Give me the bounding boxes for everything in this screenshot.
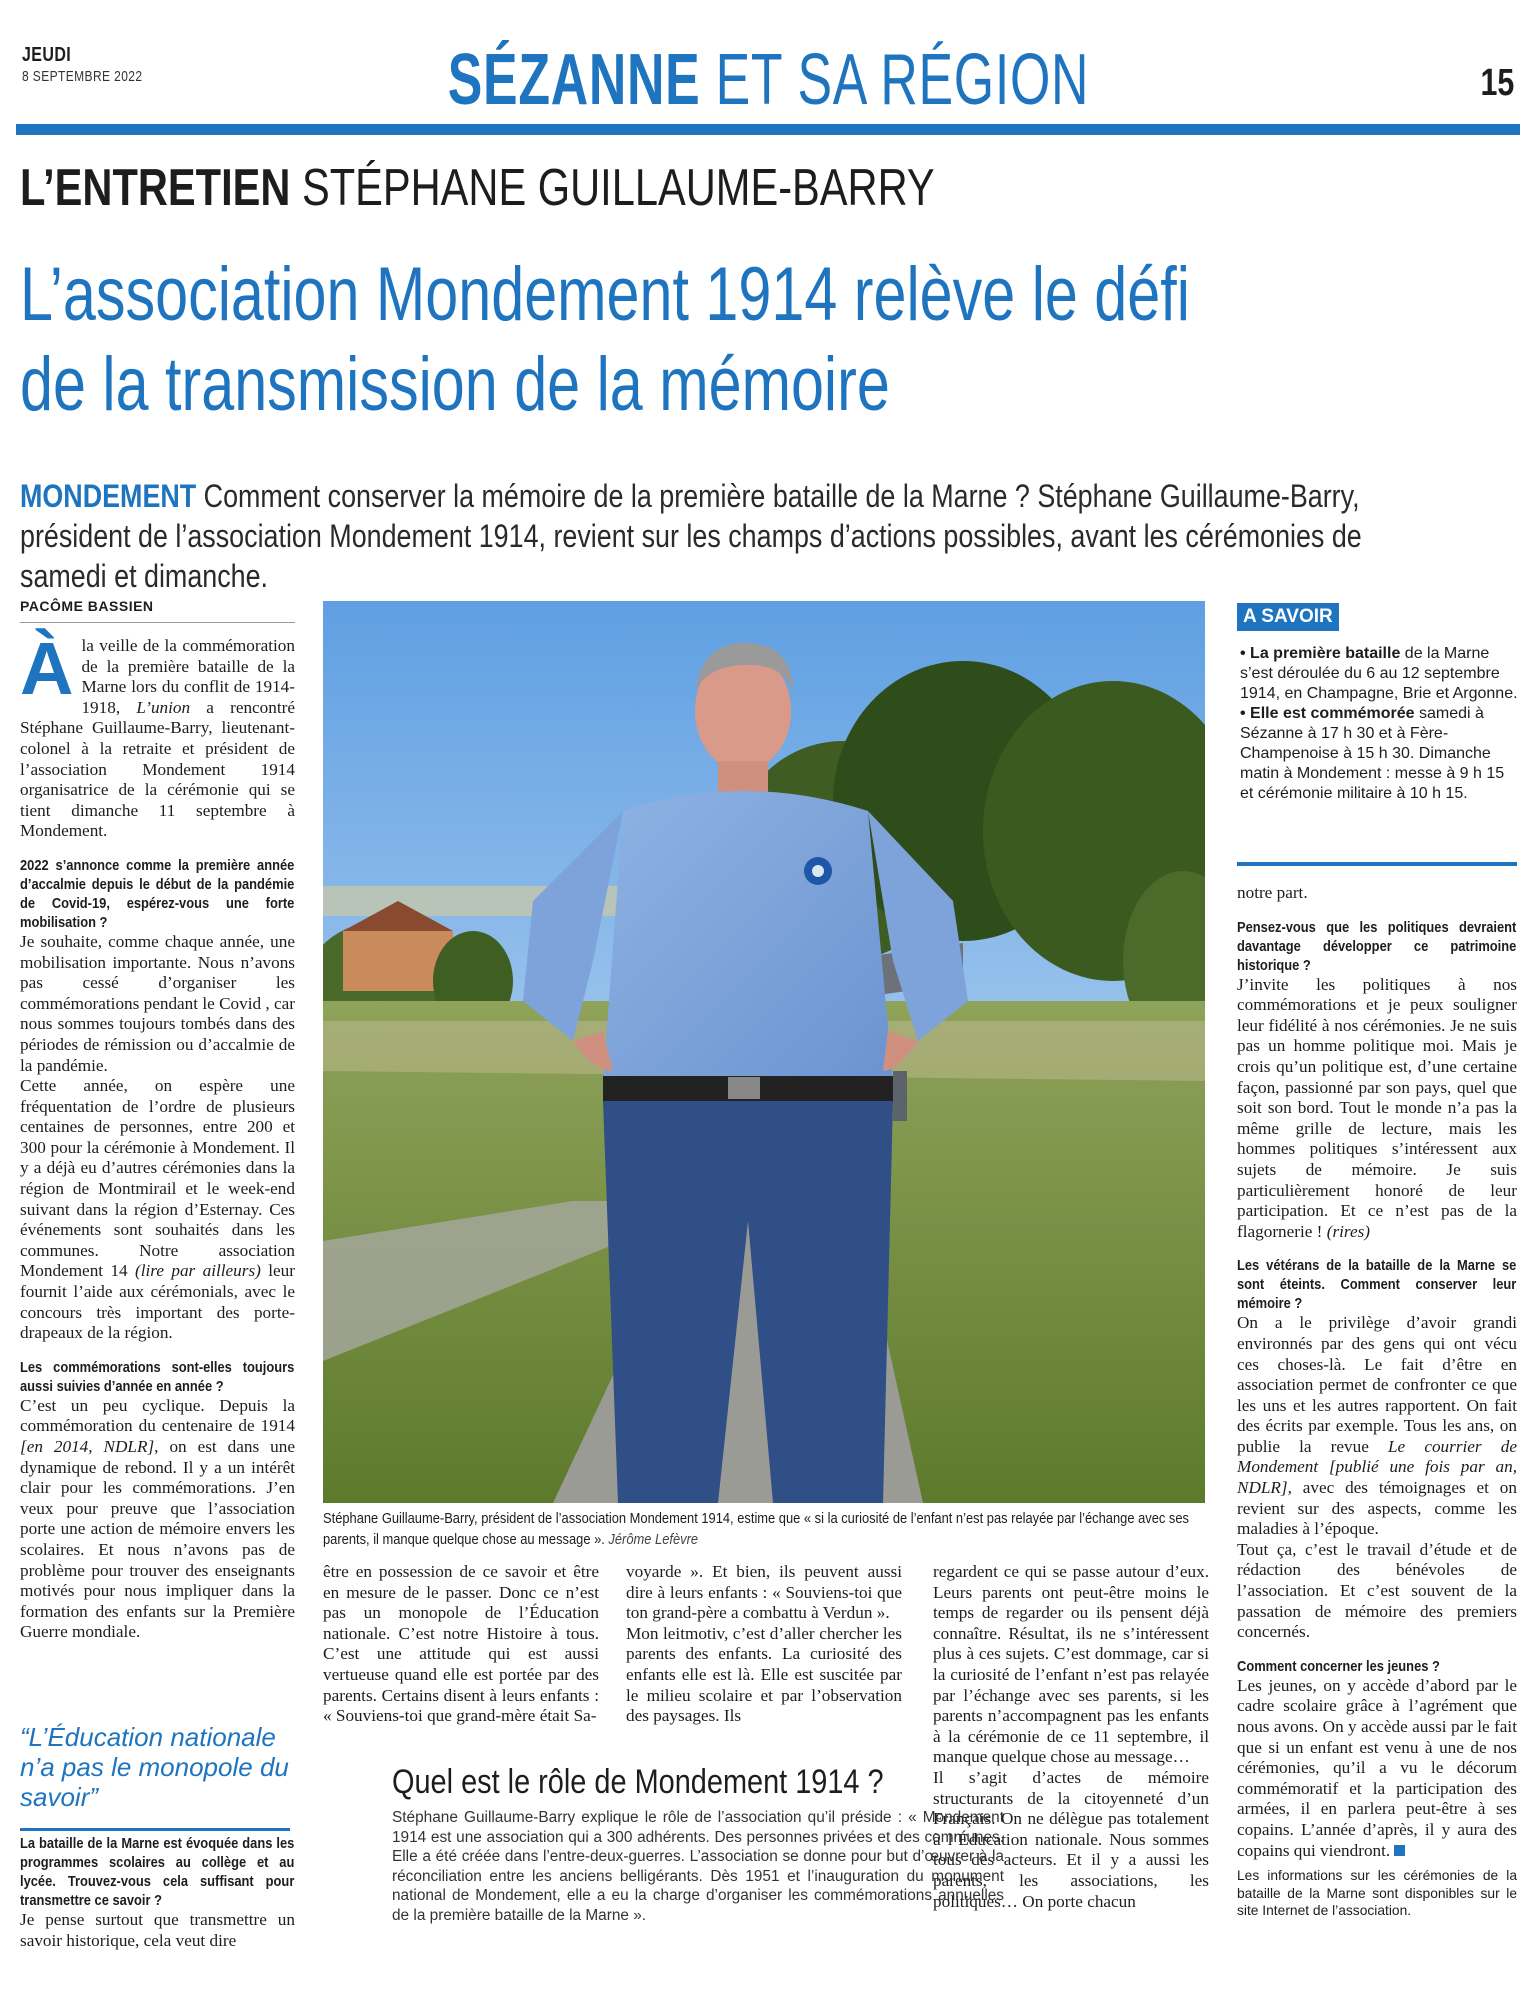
answer-2-em: [en 2014, NDLR] bbox=[20, 1437, 155, 1456]
photo-caption bbox=[323, 1508, 1192, 1550]
caption-text: Stéphane Guillaume-Barry, président de l’association Mondement 1914, estime que « si la curiosité de l’enfant n’est pas relayée par l’échange avec ses parents, il manque quelque chose au message ». bbox=[323, 1510, 1189, 1548]
answer-4-em: (rires) bbox=[1326, 1221, 1370, 1241]
pull-quote: “L’Éducation nationale n’a pas le monopole du savoir” bbox=[20, 1722, 289, 1812]
answer-5-end: , avec des témoignages et on revient sur des aspects, comme les maladies à l’époque. bbox=[1237, 1478, 1517, 1539]
headline bbox=[20, 250, 1424, 430]
end-mark-icon bbox=[1394, 1845, 1405, 1856]
answer-5 bbox=[1237, 1313, 1517, 1540]
kicker-name: STÉPHANE GUILLAUME-BARRY bbox=[301, 159, 935, 217]
article-column-1-end bbox=[20, 1834, 295, 1951]
answer-2-end: , on est dans une dynamique de rebond. Il y a un intérêt clair pour les commémorations. J’en veux pour preuve que l’association porte une action de mémoire envers les scolaires. Et nous n’avons pas de problème pour trouver des enseignants motivés pour nous impliquer dans la formation des enfants sur la Première Guerre mondiale. bbox=[20, 1437, 295, 1642]
box-text: Stéphane Guillaume-Barry explique le rôle de l’association qu’il préside : « Mondement 1914 est une association qui a 300 adhérents. Des personnes privées et des communes. Elle a été créée dans l’entre-deux-guerres. L’association se donne pour but d’œuvrer à la réconciliation entre les anciens belligérants. Dès 1951 et l’inauguration du monument national de Mondement, elle a eu la charge d’organiser les commémorations annuelles de la première bataille de la Marne ». bbox=[392, 1809, 1004, 1924]
kicker-label: L’ENTRETIEN bbox=[20, 159, 291, 217]
answer-4 bbox=[1237, 975, 1517, 1243]
answer-1a: Je souhaite, comme chaque année, une mobilisation importante. Nous n’avons pas cessé d’organiser les commémorations pendant le Covid , car nous sommes toujours tombés dans des périodes de rémission ou d’accalmie de la pandémie. bbox=[20, 931, 295, 1075]
byline: PACÔME BASSIEN bbox=[20, 598, 154, 614]
answer-1b-text: Cette année, on espère une fréquentation de l’ordre de plusieurs centaines de personnes, entre 200 et 300 pour la cérémonie à Mondement. Il y a déjà eu d’autres cérémonies dans la région de Montmirail et le week-end suivant dans la région d’Esternay. Ces événements sont souhaités dans les communes. Notre association Mondement 14 bbox=[20, 1076, 295, 1281]
answer-6 bbox=[1237, 1676, 1517, 1861]
headline-line1: L’association Mondement 1914 relève le défi bbox=[20, 252, 1190, 337]
answer-1b-em: (lire par ailleurs) bbox=[135, 1261, 261, 1281]
question-1: 2022 s’annonce comme la première année d’accalmie depuis le début de la pandémie de Covid-19, espérez-vous une forte mobilisation ? bbox=[20, 856, 295, 931]
answer-5b: Tout ça, c’est le travail d’étude et de rédaction des bénévoles de l’association. Et c’est souvent de la passation de mémoire des premiers concernés. bbox=[1237, 1539, 1517, 1642]
section-title-rest: ET SA RÉGION bbox=[700, 40, 1089, 120]
answer-2 bbox=[20, 1396, 295, 1643]
answer-1b-end: leur fournit l’aide aux cérémonials, avec le concours très important des porte-drapeaux de la région. bbox=[20, 1261, 295, 1343]
section-title-bold: SÉZANNE bbox=[447, 40, 701, 120]
byline-rule bbox=[20, 622, 295, 623]
photo-credit: Jérôme Lefèvre bbox=[608, 1531, 699, 1548]
pull-quote-rule bbox=[20, 1828, 290, 1831]
answer-4-text: J’invite les politiques à nos commémorations et je peux souligner leur fidélité à nos cérémonies. Je ne suis pas un homme politique moi. Mais je crois qu’un politique est, d’une certaine façon, passionné par son pays, quel que soit son bord. Tout le monde n’a pas la même grille de lecture, mais les hommes politiques s’intéressent aux sujets de mémoire. Je suis particulièrement honoré de leur participation. Et ce n’est pas de la flagornerie ! bbox=[1237, 974, 1517, 1241]
a-savoir-item-1-bold: • La première bataille bbox=[1240, 645, 1401, 662]
standfirst bbox=[20, 476, 1448, 596]
a-savoir-item-2-bold: • Elle est commémorée bbox=[1240, 705, 1415, 722]
headline-line2: de la transmission de la mémoire bbox=[20, 342, 890, 427]
question-2: Les commémorations sont-elles toujours aussi suivies d’année en année ? bbox=[20, 1358, 295, 1395]
a-savoir-item-1-text: de la Marne s’est déroulée du 6 au 12 septembre 1914, en Champagne, Brie et Argonne. bbox=[1240, 645, 1518, 702]
portrait-photo-image bbox=[323, 601, 1205, 1503]
answer-6-text: Les jeunes, on y accède d’abord par le cadre scolaire grâce à l’agrément que nous avons. On y accède aussi par le fait que si un enfant est venu à une de nos cérémonies, qu’il a vu le décorum commémoratif et la participation des armées, il en parlera peut-être à ses copains. L’année d’après, il y aura des copains qui viendront. bbox=[1237, 1675, 1517, 1860]
question-6: Comment concerner les jeunes ? bbox=[1237, 1657, 1440, 1675]
article-column-2 bbox=[323, 1562, 599, 1727]
answer-3: Je pense surtout que transmettre un savoir historique, cela veut dire bbox=[20, 1910, 295, 1950]
a-savoir-item-2 bbox=[1240, 704, 1518, 804]
box-title: Quel est le rôle de Mondement 1914 ? bbox=[392, 1763, 884, 1801]
standfirst-text: Comment conserver la mémoire de la première bataille de la Marne ? Stéphane Guillaume-Barry, président de l’association Mondement 1914, revient sur les champs d’actions possibles, avant les cérémonies de samedi et dimanche. bbox=[20, 478, 1362, 594]
intro-text: la veille de la commémoration de la première bataille de la Marne lors du conflit de 1914-1918, bbox=[81, 636, 295, 717]
column-2-text: être en possession de ce savoir et être en mesure de le passer. Donc ce n’est pas un monopole de l’Éducation nationale. C’est notre Histoire à tous. C’est une attitude qui est aussi vertueuse quand elle est portée par des parents. Certains disent à leurs enfants : « Souviens-toi que grand-mère était Sa- bbox=[323, 1562, 599, 1726]
kicker bbox=[20, 158, 935, 218]
question-4: Pensez-vous que les politiques devraient davantage développer ce patrimoine historique ? bbox=[1237, 918, 1517, 974]
article-photo bbox=[323, 601, 1205, 1503]
article-column-5 bbox=[1237, 883, 1517, 1920]
info-note: Les informations sur les cérémonies de la bataille de la Marne sont disponibles sur le site Internet de l’association. bbox=[1237, 1868, 1517, 1919]
header-rule bbox=[16, 124, 1520, 135]
a-savoir-item-1 bbox=[1240, 644, 1518, 704]
a-savoir-rule bbox=[1237, 862, 1517, 866]
dropcap: À bbox=[20, 627, 74, 710]
article-column-1 bbox=[20, 627, 295, 1643]
a-savoir-box bbox=[1240, 644, 1518, 804]
article-column-3 bbox=[626, 1562, 902, 1727]
question-3: La bataille de la Marne est évoquée dans les programmes scolaires au collège et au lycée. Trouvez-vous cela suffisant pour transmettre ce savoir ? bbox=[20, 1835, 295, 1909]
a-savoir-item-2-text: samedi à Sézanne à 17 h 30 et à Fère-Champenoise à 15 h 30. Dimanche matin à Mondement : messe à 9 h 15 et cérémonie militaire à 10 h 15. bbox=[1240, 705, 1505, 802]
column-3-p2: Mon leitmotiv, c’est d’aller chercher les parents des enfants. La curiosité des enfants elle est là. Elle est suscitée par le milieu scolaire et par l’observation des paysages. Ils bbox=[626, 1623, 902, 1726]
column-4-p1: regardent ce qui se passe autour d’eux. Leurs parents ont peut-être moins le temps de regarder ou ils pensent déjà connaître. Résultat, ils ne s’intéressent plus à ces sujets. C’est dommage, car si la curiosité de l’enfant n’est pas relayée par l’échange avec ses parents, si les parents n’accompagnent pas les enfants à la cérémonie de ce 11 septembre, il manque quelque chose au message… bbox=[933, 1562, 1209, 1767]
issue-date: 8 SEPTEMBRE 2022 bbox=[22, 68, 143, 85]
column-3-p1: voyarde ». Et bien, ils peuvent aussi dire à leurs enfants : « Souviens-toi que ton grand-père a combattu à Verdun ». bbox=[626, 1562, 902, 1623]
a-savoir-title: A SAVOIR bbox=[1237, 603, 1339, 631]
answer-2-text: C’est un peu cyclique. Depuis la commémoration du centenaire de 1914 bbox=[20, 1395, 295, 1436]
section-title bbox=[0, 40, 1536, 120]
column-5-p0: notre part. bbox=[1237, 883, 1308, 902]
page-number: 15 bbox=[1480, 62, 1514, 104]
issue-day: JEUDI bbox=[22, 44, 72, 66]
question-5: Les vétérans de la bataille de la Marne se sont éteints. Comment conserver leur mémoire ? bbox=[1237, 1257, 1517, 1313]
column-4-p2: Il s’agit d’actes de mémoire structurants de la citoyenneté d’un Français. On ne délègue pas totalement à l’Éducation nationale. Nous sommes tous des acteurs. Et il y a aussi les parents, les associations, les politiques… On porte chacun bbox=[933, 1767, 1209, 1911]
answer-5-text: On a le privilège d’avoir grandi environnés par des gens qui ont vécu ces choses-là. Le fait d’être en association permet de confronter ce que les uns et les autres rapportent. On fait des écrits par exemple. Tous les ans, on publie la revue bbox=[1237, 1313, 1517, 1456]
intro-text-end: a rencontré Stéphane Guillaume-Barry, lieutenant-colonel à la retraite et président de l’association Mondement 1914 organisatrice de la cérémonie qui se tient dimanche 11 septembre à Mondement. bbox=[20, 697, 295, 841]
answer-5-em: Le courrier de Mondement [publié une fois par an, NDLR] bbox=[1237, 1436, 1517, 1498]
intro-em: L’union bbox=[136, 697, 191, 717]
answer-1b bbox=[20, 1076, 295, 1344]
standfirst-place: MONDEMENT bbox=[20, 478, 197, 514]
